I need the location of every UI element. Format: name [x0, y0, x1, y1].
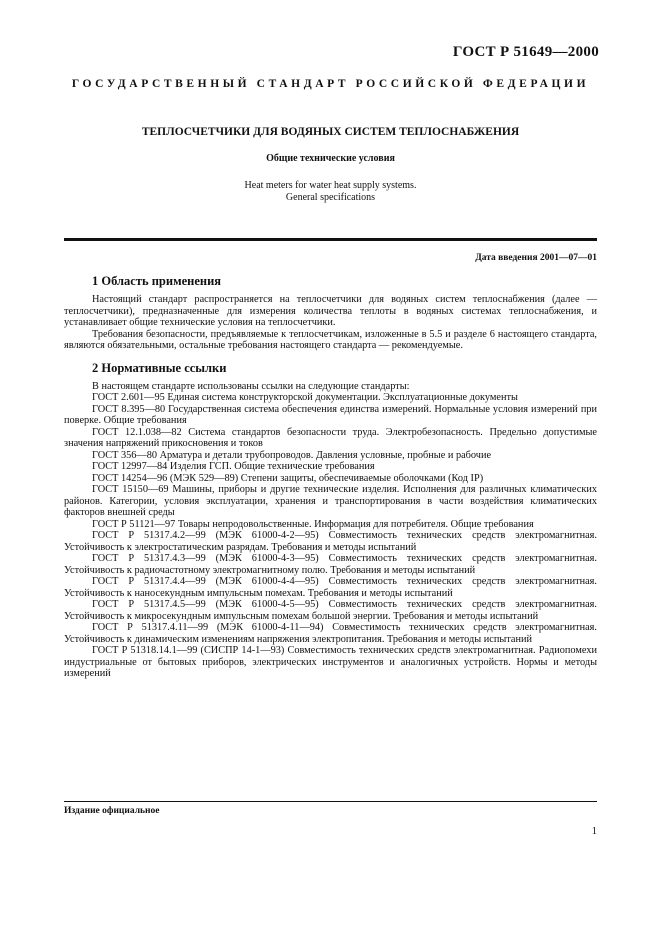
- edition-note: Издание официальное: [64, 806, 160, 816]
- paragraph: Настоящий стандарт распространяется на теплосчетчики для водяных систем теплоснабжения (далее — теплосчетчики), предназначенные для измерения количества теплоты в водяных системах теплоснабжения, и устанавливает общие технические условия на теплосчетчики.: [64, 294, 597, 328]
- introduction-date: Дата введения 2001—07—01: [475, 253, 597, 263]
- paragraph: Требования безопасности, предъявляемые к теплосчетчикам, изложенные в 5.5 и разделе 6 настоящего стандарта, являются обязательными, остальные требования настоящего стандарта — рекомендуемые.: [64, 328, 597, 351]
- reference-item: ГОСТ 12997—84 Изделия ГСП. Общие технические требования: [92, 461, 375, 472]
- reference-item: ГОСТ Р 51317.4.11—99 (МЭК 61000-4-11—94) Совместимость технических средств электромагнитная. Устойчивость к динамическим изменениям напряжения электропитания. Требования и методы испытаний: [64, 622, 597, 645]
- document-title: ТЕПЛОСЧЕТЧИКИ ДЛЯ ВОДЯНЫХ СИСТЕМ ТЕПЛОСНАБЖЕНИЯ: [141, 126, 520, 138]
- reference-item: ГОСТ Р 51317.4.5—99 (МЭК 61000-4-5—95) Совместимость технических средств электромагнитная. Устойчивость к микросекундным импульсным помехам большой энергии. Требования и методы испытаний: [64, 599, 597, 622]
- reference-item: ГОСТ 8.395—80 Государственная система обеспечения единства измерений. Нормальные условия измерений при поверке. Общие требования: [64, 403, 597, 426]
- document-number: ГОСТ Р 51649—2000: [452, 44, 599, 60]
- document-subtitle: Общие технические условия: [266, 153, 395, 164]
- reference-item: ГОСТ 356—80 Арматура и детали трубопроводов. Давления условные, пробные и рабочие: [92, 449, 492, 461]
- document-body: [64, 274, 597, 689]
- reference-item: ГОСТ Р 51317.4.4—99 (МЭК 61000-4-4—95) Совместимость технических средств электромагнитная. Устойчивость к наносекундным импульсным помехам. Требования и методы испытаний: [64, 576, 597, 599]
- english-title-line-2: General specifications: [285, 192, 376, 203]
- reference-item: ГОСТ Р 51121—97 Товары непродовольственные. Информация для потребителя. Общие требования: [92, 518, 534, 530]
- reference-item: ГОСТ 2.601—95 Единая система конструкторской документации. Эксплуатационные документы: [92, 392, 518, 403]
- state-standard-banner: ГОСУДАРСТВЕННЫЙ СТАНДАРТ РОССИЙСКОЙ ФЕДЕРАЦИИ: [71, 78, 590, 90]
- section-heading: 2 Нормативные ссылки: [92, 360, 227, 375]
- reference-item: ГОСТ 14254—96 (МЭК 529—89) Степени защиты, обеспечиваемые оболочками (Код IP): [92, 472, 484, 484]
- reference-item: ГОСТ Р 51317.4.3—99 (МЭК 61000-4-3—95) Совместимость технических средств электромагнитная. Устойчивость к радиочастотному электромагнитному полю. Требования и методы испытаний: [64, 553, 597, 576]
- section-scope: [64, 274, 597, 352]
- footer-divider: [64, 801, 597, 802]
- reference-item: ГОСТ Р 51317.4.2—99 (МЭК 61000-4-2—95) Совместимость технических средств электромагнитная. Устойчивость к электростатическим разрядам. Требования и методы испытаний: [64, 530, 597, 553]
- title-divider: [64, 238, 597, 241]
- english-title: [64, 180, 597, 204]
- reference-item: ГОСТ 12.1.038—82 Система стандартов безопасности труда. Электробезопасность. Предельно допустимые значения напряжений прикосновения и токов: [64, 426, 597, 449]
- section-normative-references: [64, 361, 597, 680]
- reference-item: ГОСТ Р 51318.14.1—99 (СИСПР 14-1—93) Совместимость технических средств электромагнитная. Радиопомехи индустриальные от бытовых приборов, электрических инструментов и аналогичных устройств. Нормы и методы измерений: [64, 645, 597, 679]
- reference-item: ГОСТ 15150—69 Машины, приборы и другие технические изделия. Исполнения для различных климатических районов. Категории, условия эксплуатации, хранения и транспортирования в части воздействия климатических факторов внешней среды: [64, 484, 597, 518]
- paragraph: В настоящем стандарте использованы ссылки на следующие стандарты:: [92, 380, 410, 392]
- section-heading: 1 Область применения: [92, 274, 222, 288]
- english-title-line-1: Heat meters for water heat supply systems.: [244, 180, 417, 191]
- page-number: 1: [591, 826, 597, 837]
